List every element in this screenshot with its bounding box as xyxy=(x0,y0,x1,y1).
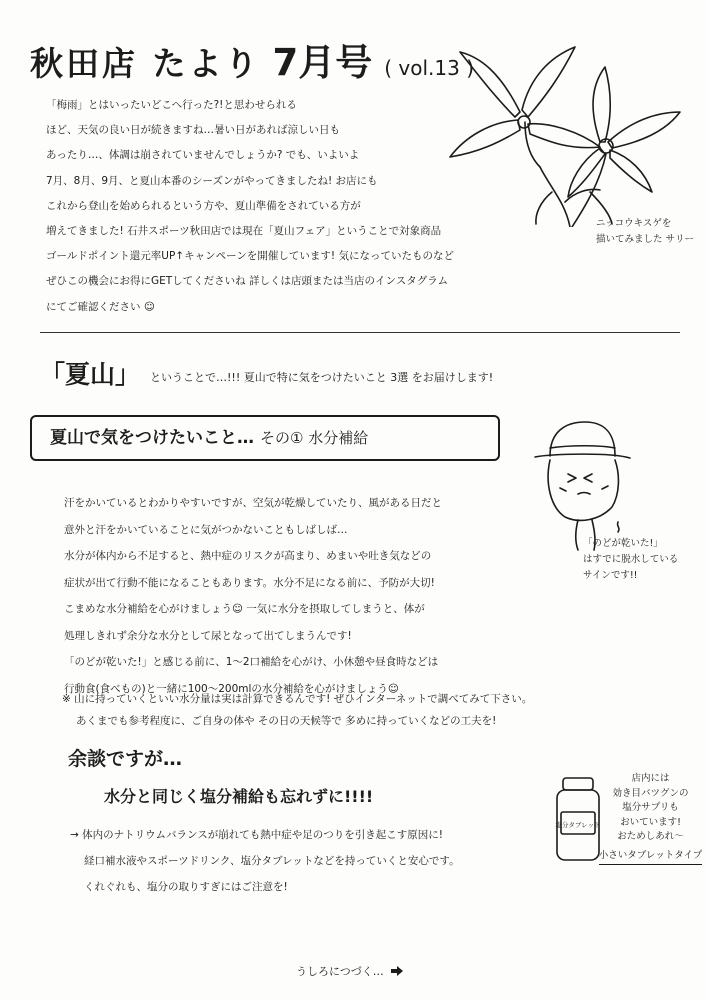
body-line: 意外と汗をかいていることに気がつかないこともしばしば… xyxy=(64,523,348,536)
aside-title: 余談ですが… xyxy=(68,748,183,770)
character-caption-line: はすでに脱水している xyxy=(583,554,679,565)
body-line: 症状が出て行動不能になることもあります。水分不足になる前に、予防が大切! xyxy=(64,576,435,589)
water-amount-note xyxy=(62,688,662,732)
lily-caption-line: 描いてみました サリー xyxy=(596,234,695,245)
hydration-body xyxy=(64,490,584,702)
topic-number: その① 水分補給 xyxy=(260,429,369,447)
intro-line: これから登山を始められるという方や、夏山準備をされている方が xyxy=(46,199,361,212)
shop-note-line: おためしあれ〜 xyxy=(617,831,684,843)
continued-footer xyxy=(296,963,404,979)
note-line: ※ 山に持っていくといい水分量は実は計算できるんです! ぜひインターネットで調べてみて下さい。 xyxy=(62,693,533,705)
body-line: こまめな水分補給を心がけましょう☺ 一気に水分を摂取してしまうと、体が xyxy=(64,603,425,615)
aside-subtitle: 水分と同じく塩分補給も忘れずに!!!! xyxy=(104,787,374,806)
aside-line: 経口補水液やスポーツドリンク、塩分タブレットなどを持っていくと安心です。 xyxy=(84,855,460,867)
character-caption-line: サインです!! xyxy=(583,570,638,581)
section-title: 「夏山」 xyxy=(40,360,141,389)
aside-body xyxy=(70,822,550,900)
footer-text: うしろにつづく… xyxy=(296,965,384,978)
lily-caption xyxy=(596,216,701,248)
section-subtitle: ということで…!!! 夏山で特に気をつけたいこと 3選 をお届けします! xyxy=(150,371,494,384)
title-main: 秋田店 たより xyxy=(30,44,261,83)
intro-line: にてご確認ください ☺ xyxy=(46,300,155,313)
shop-note-line: 小さいタブレットタイプ xyxy=(599,849,703,865)
arrow-right-icon xyxy=(390,965,404,977)
title-month: 7月号 xyxy=(272,41,373,84)
body-line: 行動食(食べもの)と一緒に100〜200mlの水分補給を心がけましょう☺ xyxy=(64,682,399,695)
lily-caption-line: ニッコウキスゲを xyxy=(596,218,672,229)
intro-line: 「梅雨」とはいったいどこへ行った?!と思わせられる xyxy=(46,99,297,111)
section-divider xyxy=(40,332,680,333)
aside-line: くれぐれも、塩分の取りすぎにはご注意を! xyxy=(84,881,288,893)
bottle-label: 塩分タブレット xyxy=(555,821,601,829)
shop-note-line: おいています! xyxy=(620,816,681,828)
topic-label: 夏山で気をつけたいこと… xyxy=(50,428,254,448)
intro-line: 増えてきました! 石井スポーツ秋田店では現在「夏山フェア」ということで対象商品 xyxy=(46,225,442,238)
intro-line: 7月、8月、9月、と夏山本番のシーズンがやってきましたね! お店にも xyxy=(46,174,378,187)
shop-note-line: 店内には xyxy=(631,773,670,784)
intro-line: ほど、天気の良い日が続きますね…暑い日があれば涼しい日も xyxy=(46,124,340,137)
shop-note-line: 効き目バツグンの xyxy=(612,787,689,799)
aside-line: → 体内のナトリウムバランスが崩れても熱中症や足のつりを引き起こす原因に! xyxy=(70,829,443,841)
body-line: 汗をかいているとわかりやすいですが、空気が乾燥していたり、風がある日だと xyxy=(64,497,442,509)
intro-line: あったり…、体調は崩されていませんでしょうか? でも、いよいよ xyxy=(46,149,360,162)
intro-line: ゴールドポイント還元率UP↑キャンペーンを開催しています! 気になっていたものなど xyxy=(46,250,454,263)
shop-note-line: 塩分サプリも xyxy=(622,802,679,814)
body-line: 「のどが乾いた!」と感じる前に、1〜2口補給を心がけ、小休憩や昼食時などは xyxy=(64,656,439,668)
character-caption-line: 「のどが乾いた!」 xyxy=(583,538,663,549)
body-line: 水分が体内から不足すると、熱中症のリスクが高まり、めまいや吐き気などの xyxy=(64,550,432,562)
character-caption xyxy=(583,536,703,584)
lily-illustration xyxy=(440,42,690,227)
body-line: 処理しきれず余分な水分として尿となって出てしまうんです! xyxy=(64,629,352,642)
note-line: あくまでも参考程度に、ご自身の体や その日の天候等で 多めに持っていくなどの工夫を! xyxy=(76,715,497,727)
title-volume: ( vol.13 ) xyxy=(384,56,475,80)
topic-heading-box xyxy=(30,415,500,461)
intro-line: ぜひこの機会にお得にGETしてくださいね 詳しくは店頭または当店のインスタグラム xyxy=(46,275,449,288)
shop-note xyxy=(598,772,703,865)
newsletter-title xyxy=(30,32,474,86)
